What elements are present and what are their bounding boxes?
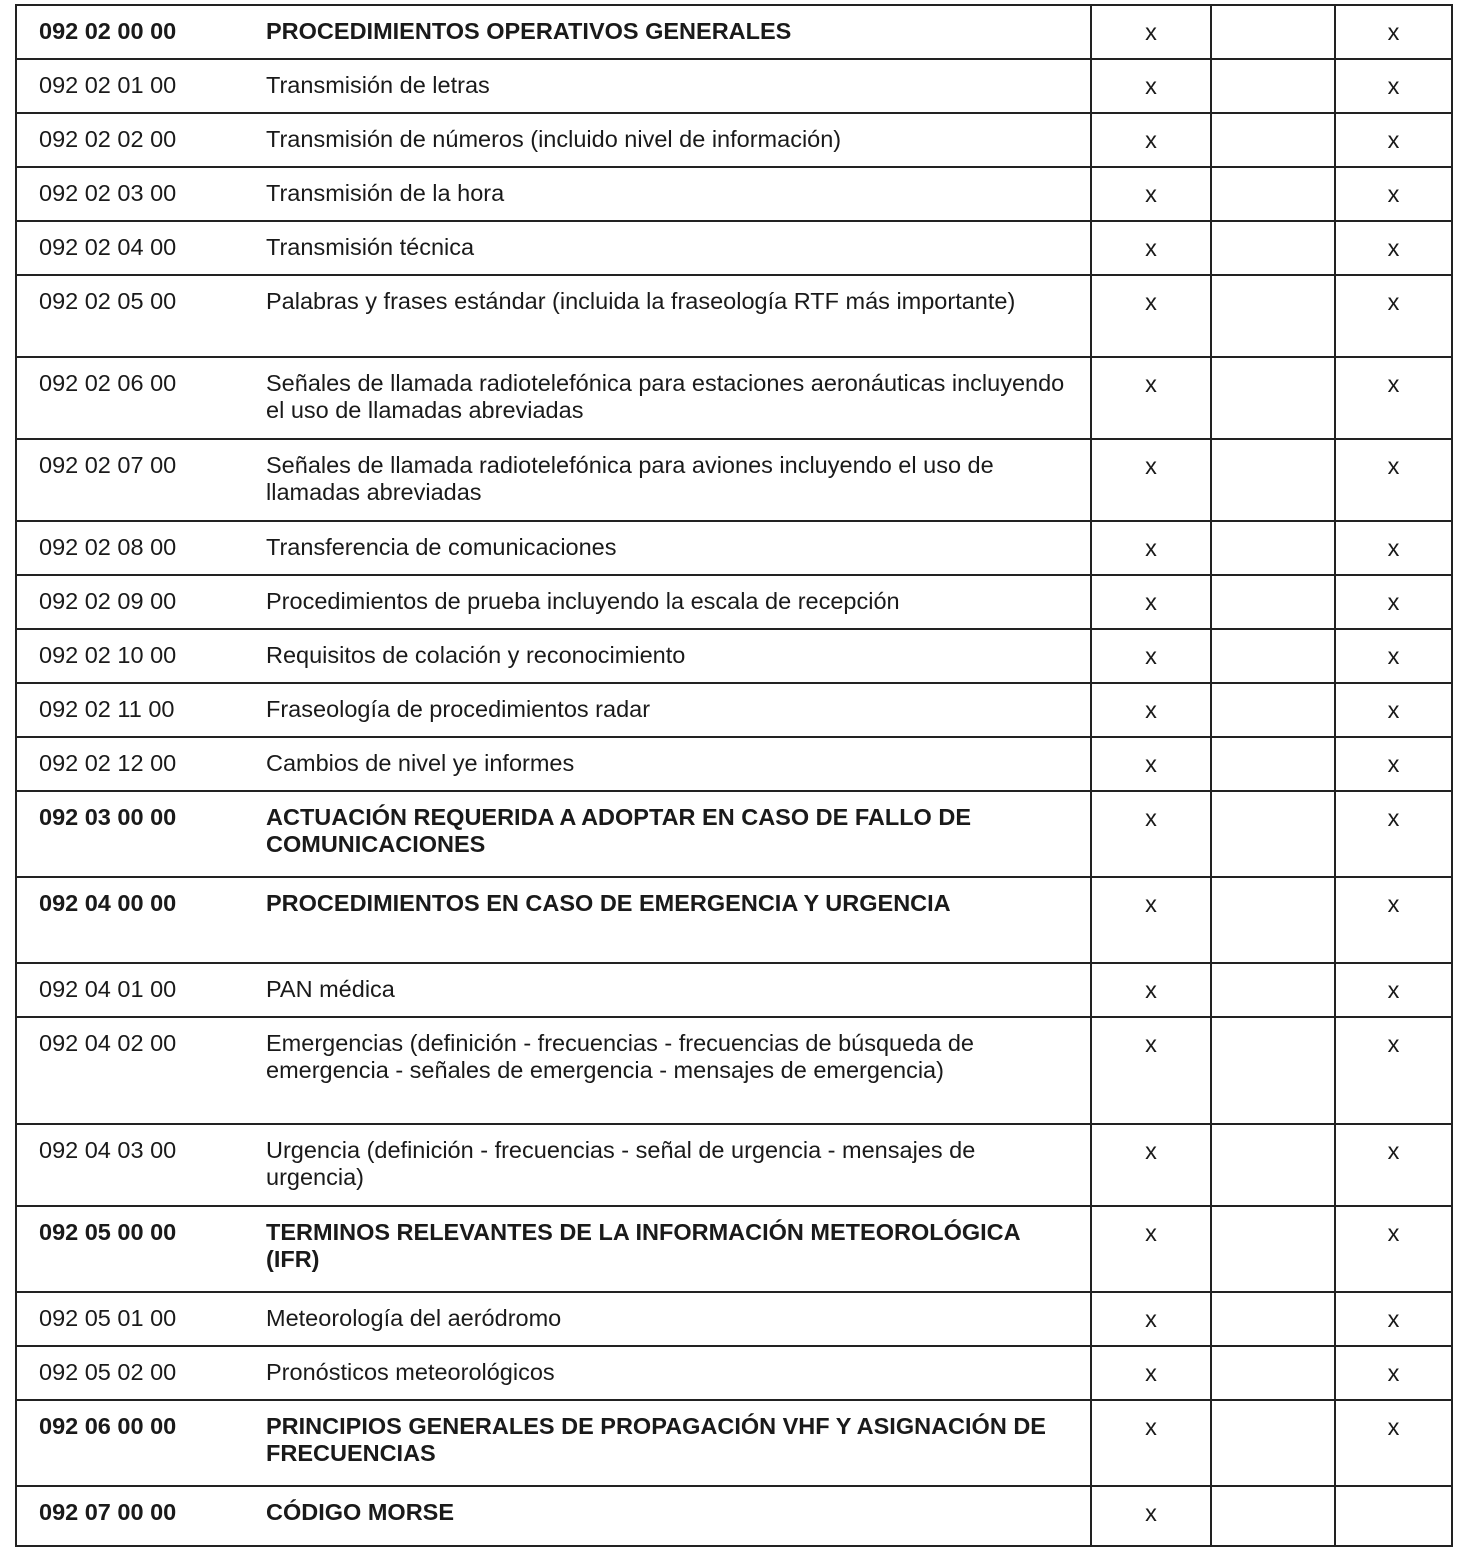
row-mark-col1: x xyxy=(1091,791,1211,877)
row-mark-col1: x xyxy=(1091,737,1211,791)
row-mark-col2 xyxy=(1211,1346,1335,1400)
row-mark-col3 xyxy=(1335,1486,1452,1546)
syllabus-table xyxy=(15,4,1453,1547)
table-row xyxy=(16,575,1452,629)
syllabus-table-body xyxy=(16,5,1452,1546)
row-mark-col1: x xyxy=(1091,575,1211,629)
table-row xyxy=(16,737,1452,791)
row-mark-col3: x xyxy=(1335,1124,1452,1206)
row-mark-col2 xyxy=(1211,1292,1335,1346)
row-mark-col1: x xyxy=(1091,1206,1211,1292)
row-mark-col2 xyxy=(1211,275,1335,357)
row-mark-col3: x xyxy=(1335,791,1452,877)
row-code: 092 02 05 00 xyxy=(16,275,266,357)
row-mark-col1: x xyxy=(1091,1400,1211,1486)
table-row xyxy=(16,167,1452,221)
row-mark-col2 xyxy=(1211,575,1335,629)
row-mark-col2 xyxy=(1211,59,1335,113)
row-mark-col1: x xyxy=(1091,1017,1211,1124)
table-row xyxy=(16,439,1452,521)
row-mark-col3: x xyxy=(1335,221,1452,275)
row-mark-col3: x xyxy=(1335,1346,1452,1400)
row-mark-col2 xyxy=(1211,357,1335,439)
row-description: Cambios de nivel ye informes xyxy=(266,737,1091,791)
row-mark-col3: x xyxy=(1335,521,1452,575)
row-description: ACTUACIÓN REQUERIDA A ADOPTAR EN CASO DE FALLO DE COMUNICACIONES xyxy=(266,791,1091,877)
row-mark-col3: x xyxy=(1335,357,1452,439)
table-row xyxy=(16,1124,1452,1206)
row-mark-col3: x xyxy=(1335,275,1452,357)
row-mark-col1: x xyxy=(1091,1292,1211,1346)
row-mark-col3: x xyxy=(1335,5,1452,59)
row-code: 092 07 00 00 xyxy=(16,1486,266,1546)
row-description: Señales de llamada radiotelefónica para estaciones aeronáuticas incluyendo el uso de llamadas abreviadas xyxy=(266,357,1091,439)
row-mark-col2 xyxy=(1211,1124,1335,1206)
row-mark-col1: x xyxy=(1091,1124,1211,1206)
row-description: Transferencia de comunicaciones xyxy=(266,521,1091,575)
row-mark-col1: x xyxy=(1091,59,1211,113)
row-mark-col3: x xyxy=(1335,439,1452,521)
row-mark-col3: x xyxy=(1335,963,1452,1017)
row-mark-col2 xyxy=(1211,877,1335,963)
row-mark-col2 xyxy=(1211,5,1335,59)
row-description: Pronósticos meteorológicos xyxy=(266,1346,1091,1400)
row-code: 092 05 02 00 xyxy=(16,1346,266,1400)
row-mark-col2 xyxy=(1211,221,1335,275)
row-mark-col1: x xyxy=(1091,683,1211,737)
row-description: Transmisión técnica xyxy=(266,221,1091,275)
table-row xyxy=(16,1206,1452,1292)
table-row xyxy=(16,1346,1452,1400)
row-code: 092 02 06 00 xyxy=(16,357,266,439)
row-mark-col2 xyxy=(1211,791,1335,877)
row-mark-col1: x xyxy=(1091,1486,1211,1546)
row-mark-col3: x xyxy=(1335,59,1452,113)
row-mark-col1: x xyxy=(1091,629,1211,683)
table-row xyxy=(16,275,1452,357)
row-mark-col1: x xyxy=(1091,221,1211,275)
row-code: 092 02 01 00 xyxy=(16,59,266,113)
row-mark-col2 xyxy=(1211,167,1335,221)
row-code: 092 02 12 00 xyxy=(16,737,266,791)
row-code: 092 04 02 00 xyxy=(16,1017,266,1124)
row-code: 092 02 04 00 xyxy=(16,221,266,275)
row-mark-col2 xyxy=(1211,1400,1335,1486)
row-description: Procedimientos de prueba incluyendo la escala de recepción xyxy=(266,575,1091,629)
row-description: Transmisión de la hora xyxy=(266,167,1091,221)
table-row xyxy=(16,1486,1452,1546)
row-mark-col3: x xyxy=(1335,737,1452,791)
table-row xyxy=(16,221,1452,275)
row-description: Fraseología de procedimientos radar xyxy=(266,683,1091,737)
row-code: 092 02 07 00 xyxy=(16,439,266,521)
table-row xyxy=(16,683,1452,737)
row-description: TERMINOS RELEVANTES DE LA INFORMACIÓN METEOROLÓGICA (IFR) xyxy=(266,1206,1091,1292)
row-mark-col3: x xyxy=(1335,1400,1452,1486)
row-mark-col2 xyxy=(1211,113,1335,167)
row-code: 092 03 00 00 xyxy=(16,791,266,877)
row-description: Transmisión de letras xyxy=(266,59,1091,113)
row-description: Urgencia (definición - frecuencias - señal de urgencia - mensajes de urgencia) xyxy=(266,1124,1091,1206)
row-mark-col3: x xyxy=(1335,575,1452,629)
row-description: Señales de llamada radiotelefónica para aviones incluyendo el uso de llamadas abreviadas xyxy=(266,439,1091,521)
row-description: Palabras y frases estándar (incluida la fraseología RTF más importante) xyxy=(266,275,1091,357)
row-code: 092 02 11 00 xyxy=(16,683,266,737)
table-row xyxy=(16,1292,1452,1346)
table-row xyxy=(16,59,1452,113)
table-row xyxy=(16,877,1452,963)
row-mark-col2 xyxy=(1211,439,1335,521)
row-mark-col3: x xyxy=(1335,1292,1452,1346)
row-description: PRINCIPIOS GENERALES DE PROPAGACIÓN VHF Y ASIGNACIÓN DE FRECUENCIAS xyxy=(266,1400,1091,1486)
table-row xyxy=(16,791,1452,877)
row-mark-col2 xyxy=(1211,1206,1335,1292)
row-mark-col2 xyxy=(1211,683,1335,737)
table-row xyxy=(16,1017,1452,1124)
row-description: Requisitos de colación y reconocimiento xyxy=(266,629,1091,683)
row-mark-col3: x xyxy=(1335,1017,1452,1124)
table-row xyxy=(16,1400,1452,1486)
row-mark-col1: x xyxy=(1091,963,1211,1017)
row-mark-col1: x xyxy=(1091,113,1211,167)
row-mark-col1: x xyxy=(1091,167,1211,221)
row-code: 092 04 03 00 xyxy=(16,1124,266,1206)
row-mark-col2 xyxy=(1211,1017,1335,1124)
row-mark-col1: x xyxy=(1091,439,1211,521)
row-code: 092 06 00 00 xyxy=(16,1400,266,1486)
table-row xyxy=(16,521,1452,575)
row-mark-col3: x xyxy=(1335,877,1452,963)
row-description: PROCEDIMIENTOS OPERATIVOS GENERALES xyxy=(266,5,1091,59)
row-mark-col2 xyxy=(1211,1486,1335,1546)
row-code: 092 02 10 00 xyxy=(16,629,266,683)
row-code: 092 02 03 00 xyxy=(16,167,266,221)
row-description: Meteorología del aeródromo xyxy=(266,1292,1091,1346)
row-mark-col3: x xyxy=(1335,113,1452,167)
row-code: 092 02 02 00 xyxy=(16,113,266,167)
row-code: 092 04 01 00 xyxy=(16,963,266,1017)
row-mark-col3: x xyxy=(1335,683,1452,737)
row-description: PAN médica xyxy=(266,963,1091,1017)
row-mark-col2 xyxy=(1211,629,1335,683)
row-mark-col3: x xyxy=(1335,167,1452,221)
table-row xyxy=(16,5,1452,59)
table-row xyxy=(16,629,1452,683)
row-mark-col2 xyxy=(1211,521,1335,575)
row-mark-col3: x xyxy=(1335,1206,1452,1292)
row-mark-col1: x xyxy=(1091,1346,1211,1400)
row-mark-col2 xyxy=(1211,963,1335,1017)
row-description: PROCEDIMIENTOS EN CASO DE EMERGENCIA Y URGENCIA xyxy=(266,877,1091,963)
row-code: 092 05 01 00 xyxy=(16,1292,266,1346)
row-mark-col1: x xyxy=(1091,357,1211,439)
table-row xyxy=(16,357,1452,439)
row-mark-col1: x xyxy=(1091,521,1211,575)
row-mark-col1: x xyxy=(1091,275,1211,357)
row-mark-col2 xyxy=(1211,737,1335,791)
row-description: CÓDIGO MORSE xyxy=(266,1486,1091,1546)
row-code: 092 02 08 00 xyxy=(16,521,266,575)
row-code: 092 05 00 00 xyxy=(16,1206,266,1292)
table-row xyxy=(16,963,1452,1017)
row-code: 092 02 09 00 xyxy=(16,575,266,629)
row-code: 092 04 00 00 xyxy=(16,877,266,963)
row-description: Emergencias (definición - frecuencias - frecuencias de búsqueda de emergencia - señales de emergencia - mensajes de emergencia) xyxy=(266,1017,1091,1124)
row-description: Transmisión de números (incluido nivel de información) xyxy=(266,113,1091,167)
row-mark-col3: x xyxy=(1335,629,1452,683)
table-row xyxy=(16,113,1452,167)
row-mark-col1: x xyxy=(1091,5,1211,59)
row-mark-col1: x xyxy=(1091,877,1211,963)
row-code: 092 02 00 00 xyxy=(16,5,266,59)
